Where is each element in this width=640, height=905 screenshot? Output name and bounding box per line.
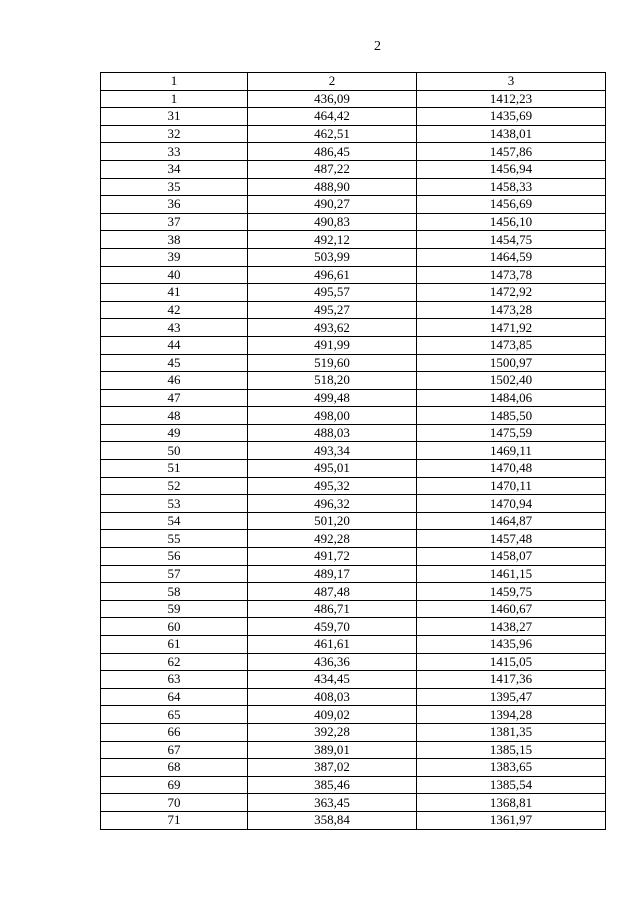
- table-row: [101, 407, 606, 425]
- table-cell: 436,36: [248, 653, 417, 671]
- table-cell: 43: [101, 319, 248, 337]
- table-row: [101, 565, 606, 583]
- table-cell: 490,83: [248, 213, 417, 231]
- table-row: [101, 794, 606, 812]
- table-cell: 491,72: [248, 548, 417, 566]
- table-cell: 40: [101, 266, 248, 284]
- table-cell: 37: [101, 213, 248, 231]
- table-cell: 487,48: [248, 583, 417, 601]
- table-cell: 1502,40: [417, 372, 606, 390]
- table-cell: 461,61: [248, 636, 417, 654]
- table-cell: 64: [101, 688, 248, 706]
- table-cell: 487,22: [248, 160, 417, 178]
- table-row: [101, 319, 606, 337]
- table-cell: 66: [101, 723, 248, 741]
- table-cell: 486,45: [248, 143, 417, 161]
- table-cell: 493,34: [248, 442, 417, 460]
- table-cell: 1470,48: [417, 460, 606, 478]
- table-cell: 409,02: [248, 706, 417, 724]
- table-row: [101, 284, 606, 302]
- table-cell: 1470,94: [417, 495, 606, 513]
- table-cell: 492,28: [248, 530, 417, 548]
- table-cell: 519,60: [248, 354, 417, 372]
- table-row: [101, 372, 606, 390]
- table-cell: 56: [101, 548, 248, 566]
- table-cell: 389,01: [248, 741, 417, 759]
- table-cell: 1456,10: [417, 213, 606, 231]
- table-cell: 1472,92: [417, 284, 606, 302]
- table-cell: 1438,27: [417, 618, 606, 636]
- table-cell: 48: [101, 407, 248, 425]
- table-row: [101, 600, 606, 618]
- table-row: [101, 336, 606, 354]
- table-row: [101, 266, 606, 284]
- table-cell: 1457,48: [417, 530, 606, 548]
- table-cell: 1394,28: [417, 706, 606, 724]
- table-row: [101, 108, 606, 126]
- table-cell: 496,61: [248, 266, 417, 284]
- table-cell: 42: [101, 301, 248, 319]
- table-row: [101, 213, 606, 231]
- table-cell: 1460,67: [417, 600, 606, 618]
- table-cell: 47: [101, 389, 248, 407]
- table-cell: 495,01: [248, 460, 417, 478]
- table-cell: 67: [101, 741, 248, 759]
- table-cell: 488,03: [248, 424, 417, 442]
- table-cell: 459,70: [248, 618, 417, 636]
- table-cell: 1435,69: [417, 108, 606, 126]
- table-cell: 54: [101, 512, 248, 530]
- table-cell: 62: [101, 653, 248, 671]
- table-cell: 1395,47: [417, 688, 606, 706]
- table-cell: 464,42: [248, 108, 417, 126]
- table-cell: 408,03: [248, 688, 417, 706]
- table-cell: 436,09: [248, 90, 417, 108]
- table-cell: 495,57: [248, 284, 417, 302]
- table-row: [101, 125, 606, 143]
- table-row: [101, 178, 606, 196]
- table-cell: 45: [101, 354, 248, 372]
- table-row: [101, 90, 606, 108]
- table-cell: 1415,05: [417, 653, 606, 671]
- table-row: [101, 477, 606, 495]
- table-cell: 363,45: [248, 794, 417, 812]
- table-row: [101, 548, 606, 566]
- table-cell: 489,17: [248, 565, 417, 583]
- table-cell: 486,71: [248, 600, 417, 618]
- table-cell: 1456,69: [417, 196, 606, 214]
- table-row: [101, 636, 606, 654]
- table-body: [101, 90, 606, 829]
- table-cell: 490,27: [248, 196, 417, 214]
- column-header: 1: [101, 73, 248, 91]
- table-cell: 392,28: [248, 723, 417, 741]
- table-row: [101, 460, 606, 478]
- table-header-row: [101, 73, 606, 91]
- table-cell: 50: [101, 442, 248, 460]
- column-header: 3: [417, 73, 606, 91]
- table-cell: 1461,15: [417, 565, 606, 583]
- table-cell: 1473,85: [417, 336, 606, 354]
- table-cell: 385,46: [248, 776, 417, 794]
- table-cell: 518,20: [248, 372, 417, 390]
- table-cell: 495,32: [248, 477, 417, 495]
- table-cell: 33: [101, 143, 248, 161]
- table-cell: 36: [101, 196, 248, 214]
- table-row: [101, 512, 606, 530]
- table-cell: 1412,23: [417, 90, 606, 108]
- table-row: [101, 688, 606, 706]
- table-cell: 1464,87: [417, 512, 606, 530]
- table-row: [101, 530, 606, 548]
- table-cell: 1438,01: [417, 125, 606, 143]
- table-row: [101, 424, 606, 442]
- table-cell: 358,84: [248, 811, 417, 829]
- table-cell: 1500,97: [417, 354, 606, 372]
- table-cell: 1435,96: [417, 636, 606, 654]
- table-cell: 501,20: [248, 512, 417, 530]
- table-cell: 53: [101, 495, 248, 513]
- page-number-text: 2: [374, 39, 381, 54]
- table-cell: 387,02: [248, 759, 417, 777]
- table-row: [101, 196, 606, 214]
- column-header: 2: [248, 73, 417, 91]
- table-cell: 55: [101, 530, 248, 548]
- table-row: [101, 389, 606, 407]
- table-cell: 1456,94: [417, 160, 606, 178]
- table-cell: 70: [101, 794, 248, 812]
- table-cell: 499,48: [248, 389, 417, 407]
- table-cell: 1368,81: [417, 794, 606, 812]
- table-cell: 1459,75: [417, 583, 606, 601]
- table-row: [101, 495, 606, 513]
- table-row: [101, 160, 606, 178]
- table-cell: 65: [101, 706, 248, 724]
- table-cell: 462,51: [248, 125, 417, 143]
- table-cell: 38: [101, 231, 248, 249]
- table-cell: 1469,11: [417, 442, 606, 460]
- table-cell: 52: [101, 477, 248, 495]
- table-cell: 39: [101, 248, 248, 266]
- table-cell: 1417,36: [417, 671, 606, 689]
- table-cell: 434,45: [248, 671, 417, 689]
- table-row: [101, 811, 606, 829]
- table-cell: 1470,11: [417, 477, 606, 495]
- table-cell: 61: [101, 636, 248, 654]
- table-row: [101, 231, 606, 249]
- table-cell: 498,00: [248, 407, 417, 425]
- table-cell: 58: [101, 583, 248, 601]
- table-cell: 1464,59: [417, 248, 606, 266]
- table-cell: 35: [101, 178, 248, 196]
- table-cell: 46: [101, 372, 248, 390]
- table-cell: 503,99: [248, 248, 417, 266]
- table-cell: 68: [101, 759, 248, 777]
- table-cell: 60: [101, 618, 248, 636]
- table-cell: 1471,92: [417, 319, 606, 337]
- table-row: [101, 723, 606, 741]
- table-row: [101, 671, 606, 689]
- table-cell: 493,62: [248, 319, 417, 337]
- table-cell: 1385,54: [417, 776, 606, 794]
- table-cell: 1473,78: [417, 266, 606, 284]
- table-row: [101, 706, 606, 724]
- table-cell: 34: [101, 160, 248, 178]
- table-cell: 496,32: [248, 495, 417, 513]
- table-cell: 59: [101, 600, 248, 618]
- table-cell: 495,27: [248, 301, 417, 319]
- table-cell: 1484,06: [417, 389, 606, 407]
- table-cell: 71: [101, 811, 248, 829]
- table-row: [101, 759, 606, 777]
- table-row: [101, 442, 606, 460]
- table-row: [101, 741, 606, 759]
- table-row: [101, 776, 606, 794]
- table-row: [101, 301, 606, 319]
- table-row: [101, 248, 606, 266]
- table-row: [101, 143, 606, 161]
- table-cell: 31: [101, 108, 248, 126]
- table-cell: 1454,75: [417, 231, 606, 249]
- table-cell: 1385,15: [417, 741, 606, 759]
- table-cell: 1361,97: [417, 811, 606, 829]
- page-number: [0, 39, 640, 55]
- table-cell: 57: [101, 565, 248, 583]
- table-cell: 488,90: [248, 178, 417, 196]
- table-cell: 41: [101, 284, 248, 302]
- table-cell: 63: [101, 671, 248, 689]
- table-cell: 51: [101, 460, 248, 478]
- table-cell: 1383,65: [417, 759, 606, 777]
- table-row: [101, 583, 606, 601]
- table-cell: 492,12: [248, 231, 417, 249]
- table-cell: 1473,28: [417, 301, 606, 319]
- table-cell: 32: [101, 125, 248, 143]
- table-cell: 1458,07: [417, 548, 606, 566]
- table-cell: 1458,33: [417, 178, 606, 196]
- table-row: [101, 653, 606, 671]
- table-cell: 491,99: [248, 336, 417, 354]
- table-row: [101, 354, 606, 372]
- table-cell: 1: [101, 90, 248, 108]
- table-cell: 44: [101, 336, 248, 354]
- table-cell: 1457,86: [417, 143, 606, 161]
- table-cell: 1485,50: [417, 407, 606, 425]
- table-row: [101, 618, 606, 636]
- table-cell: 1475,59: [417, 424, 606, 442]
- data-table: [100, 72, 606, 830]
- table-cell: 69: [101, 776, 248, 794]
- table-cell: 49: [101, 424, 248, 442]
- table-cell: 1381,35: [417, 723, 606, 741]
